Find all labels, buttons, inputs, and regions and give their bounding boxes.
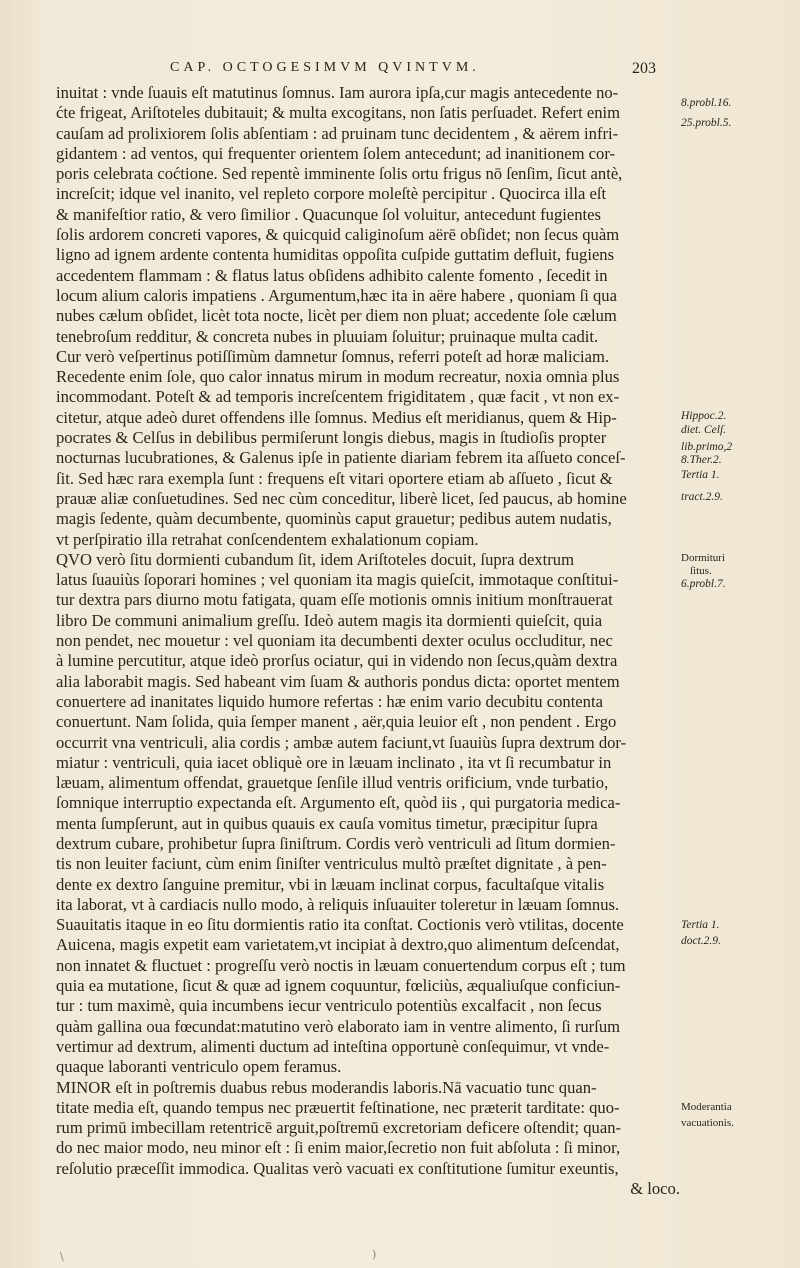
text-line: ligno ad ignem ardente contenta humiditas oppoſita cuſpide guttatim defluit, fugiens	[56, 245, 615, 265]
text-line: prauæ aliæ conſuetudines. Sed nec cùm conceditur, liberè licet, ſed paucus, ab homine	[56, 488, 627, 508]
text-line: tis non leuiter faciunt, cùm enim ſiniſter ventriculus multò præſtet dignitate , à pen-	[56, 854, 607, 874]
text-line: occurrit vna ventriculi, alia cordis ; ambæ autem faciunt,vt ſuauiùs ſupra dextrum dor-	[56, 732, 627, 752]
margin-note: Tertia 1.	[681, 469, 720, 481]
margin-note: 6.probl.7.	[681, 578, 726, 590]
margin-note: ſitus.	[690, 565, 712, 577]
text-line: nubes cælum obſidet, licèt tota nocte, licèt per diem non pluat; accedente ſole cælum	[56, 306, 617, 326]
text-line: à lumine percutitur, atque ideò prorſus ociatur, qui in videndo non ſecus,quàm dextra	[56, 651, 618, 671]
margin-note: vacuationis.	[681, 1117, 734, 1129]
text-line: gidantem : ad ventos, qui frequenter orientem ſolem antecedunt; ad inanitionem cor-	[56, 143, 616, 163]
text-line: reſolutio præceſſit immodica. Qualitas verò vacuati ex conſtitutione ſumitur exeuntis,	[56, 1158, 619, 1178]
text-line: ſomnique interruptio expectanda eſt. Argumento eſt, quòd iis , qui purgatoria medica-	[56, 793, 621, 813]
margin-note: Hippoc.2.	[681, 410, 727, 422]
margin-note: 8.probl.16.	[681, 97, 732, 109]
text-line: Cur verò veſpertinus potiſſimùm damnetur ſomnus, referri poteſt ad horæ maliciam.	[56, 346, 609, 366]
paper-speck: )	[372, 1248, 377, 1261]
text-line: & manifeſtior ratio, & vero ſimilior . Quacunque ſol voluitur, antecedunt fugientes	[56, 204, 601, 224]
text-line: quia ea mutatione, ſicut & quæ ad ignem coquuntur, fœliciùs, æqualiuſque conficiun-	[56, 976, 621, 996]
text-line: accedentem flammam : & flatus latus obſidens adhibito calente fomento , ſecedit in	[56, 265, 608, 285]
margin-note: 8.Ther.2.	[681, 454, 722, 466]
text-line: ita laborat, vt à cardiacis nullo modo, à reliquis inſuauiter toleretur in læuam ſomnus.	[56, 894, 620, 914]
text-line: tur : tum maximè, quia incumbens iecur ventriculo potentiùs excalfacit , non ſecus	[56, 996, 602, 1016]
text-line: miatur : ventriculi, quia iacet obliquè ore in læuam inclinato , ita vt ſi recumbatur in	[56, 752, 612, 772]
text-line: inuitat : vnde ſuauis eſt matutinus ſomnus. Iam aurora ipſa,cur magis antecedente no-	[56, 83, 619, 102]
text-line: vt perſpiratio illa retrahat conſcendentem exhalationum copiam.	[56, 529, 479, 549]
main-text-block	[56, 83, 680, 1199]
text-line: dente ex dextro ſanguine premitur, vbi in læuam inclinat corpus, facultaſque vitalis	[56, 874, 605, 894]
text-line: non pendet, nec mouetur : vel quoniam ita decumbenti dexter oculus occluditur, nec	[56, 631, 613, 651]
text-line: cauſam ad prolixiorem ſolis abſentiam : ad pruinam tunc decidentem , & aërem infri-	[56, 123, 619, 143]
margin-note: Moderantia	[681, 1101, 732, 1113]
text-line: ſit. Sed hæc rara exempla ſunt : frequens eſt vitari oportere etiam ab aſſueto , ſicut &	[56, 468, 613, 488]
margin-note: diet. Celſ.	[681, 424, 727, 436]
paper-speck: \	[60, 1250, 64, 1263]
text-line: QVO verò ſitu dormienti cubandum ſit, idem Ariſtoteles docuit, ſupra dextrum	[56, 549, 574, 569]
text-line: quaque laboranti ventriculo opem feramus.	[56, 1057, 342, 1077]
text-line: Auicena, magis expetit eam varietatem,vt incipiat à dextro,quo alimentum deſcendat,	[56, 935, 620, 955]
text-line: ćte frigeat, Ariſtoteles dubitauit; & multa excogitans, non ſatis perſuadet. Refert enim	[56, 103, 621, 123]
text-line: quàm gallina oua fœcundat:matutino verò elaborato iam in ventre alimento, ſi rurſum	[56, 1016, 621, 1036]
text-line: nocturnas lucubrationes, & Galenus ipſe in patiente diariam febrem ita aſſueto conceſ-	[56, 448, 626, 468]
text-line: conuertunt. Nam ſolida, quia ſemper manent , aër,quia leuior eſt , non pendent . Ergo	[56, 712, 617, 732]
text-line: incommodant. Poteſt & ad temporis increſcentem frigiditatem , quæ facit , vt non ex-	[56, 387, 620, 407]
margin-note: 25.probl.5.	[681, 117, 732, 129]
text-line: do nec maior modo, neu minor eſt : ſi enim maior,ſecretio non fuit abſoluta : ſi minor,	[56, 1138, 621, 1158]
text-line: latus ſuauiùs ſoporari homines ; vel quoniam ita magis quieſcit, immotaque conſtitui-	[56, 570, 619, 590]
text-line: poris celebrata coćtione. Sed repentè imminente ſolis ortu frigus nō ſenſim, ſicut antè,	[56, 164, 623, 184]
text-line: vertimur ad dextrum, alimenti ductum ad inteſtina opportunè conſequimur, vt vnde-	[56, 1036, 610, 1056]
text-line: menta ſumpſerunt, aut in quibus quauis ex cauſa vomitus timetur, præcipitur ſupra	[56, 813, 598, 833]
text-line: locum alium caloris impatiens . Argumentum,hæc ita in aëre habere , quoniam ſi qua	[56, 285, 617, 305]
text-line: ſolis ardorem concreti vapores, & quicquid caliginoſum aërē obſidet; non ſecus quàm	[56, 225, 620, 245]
margin-note: doct.2.9.	[681, 935, 721, 947]
text-line: & loco.	[630, 1179, 680, 1199]
text-line: tenebroſum redditur, & concreta nubes in pluuiam ſoluitur; pruinaque multa cadit.	[56, 326, 599, 346]
text-line: non innatet & fluctuet : progreſſu verò noctis in læuam conuertendum corpus eſt ; tum	[56, 955, 626, 975]
text-line: conuertere ad inanitates liquido humore refertas : hæ enim vario decubitu contenta	[56, 691, 603, 711]
text-line: læuam, alimentum offendat, grauetque ſenſile illud ventris orificium, vnde turbatio,	[56, 773, 609, 793]
text-line: Suauitatis itaque in eo ſitu dormientis ratio ita conſtat. Coctionis verò vtilitas, docente	[56, 915, 624, 935]
text-line: dextrum cubare, prohibetur ſupra ſiniſtrum. Cordis verò ventriculi ad ſitum dormien-	[56, 833, 616, 853]
text-line: libro De communi animalium greſſu. Ideò autem magis ita dormienti quieſcit, quia	[56, 610, 603, 630]
text-line: citetur, atque adeò duret offendens ille ſomnus. Medius eſt meridianus, quem & Hip-	[56, 407, 617, 427]
running-title: CAP. OCTOGESIMVM QVINTVM.	[170, 60, 480, 75]
text-line: titate media eſt, quando tempus nec præuertit feſtinatione, nec præterit tarditate: quo-	[56, 1097, 620, 1117]
margin-note: Tertia 1.	[681, 919, 720, 931]
text-line: magis ſedente, quàm decumbente, quominùs caput grauetur; pedibus autem nudatis,	[56, 509, 612, 529]
margin-note: Dormituri	[681, 552, 725, 564]
margin-note: lib.primo,2	[681, 441, 733, 453]
text-line: tur dextra pars diurno motu fatigata, quam eſſe motionis omnis initium monſtrauerat	[56, 590, 613, 610]
page-number: 203	[632, 60, 656, 77]
text-line: alia laborabit magis. Sed habeant vim ſuam & authoris pondus dicta: oportet mentem	[56, 671, 620, 691]
text-line: increſcit; idque vel inanito, vel repleto corpore moleſtè percipitur . Quocirca illa eſt	[56, 184, 607, 204]
text-line: Recedente enim ſole, quo calor innatus mirum in modum recreatur, noxia omnia plus	[56, 367, 620, 387]
text-line: pocrates & Celſus in debilibus permiſerunt longis diebus, magis in ſtudioſis propter	[56, 428, 607, 448]
text-line: rum primū imbecillam retentricē arguit,poſtremū excretoriam deficere oſtendit; quan-	[56, 1118, 622, 1138]
margin-note: tract.2.9.	[681, 491, 723, 503]
text-line: MINOR eſt in poſtremis duabus rebus moderandis laboris.Nā vacuatio tunc quan-	[56, 1077, 597, 1097]
